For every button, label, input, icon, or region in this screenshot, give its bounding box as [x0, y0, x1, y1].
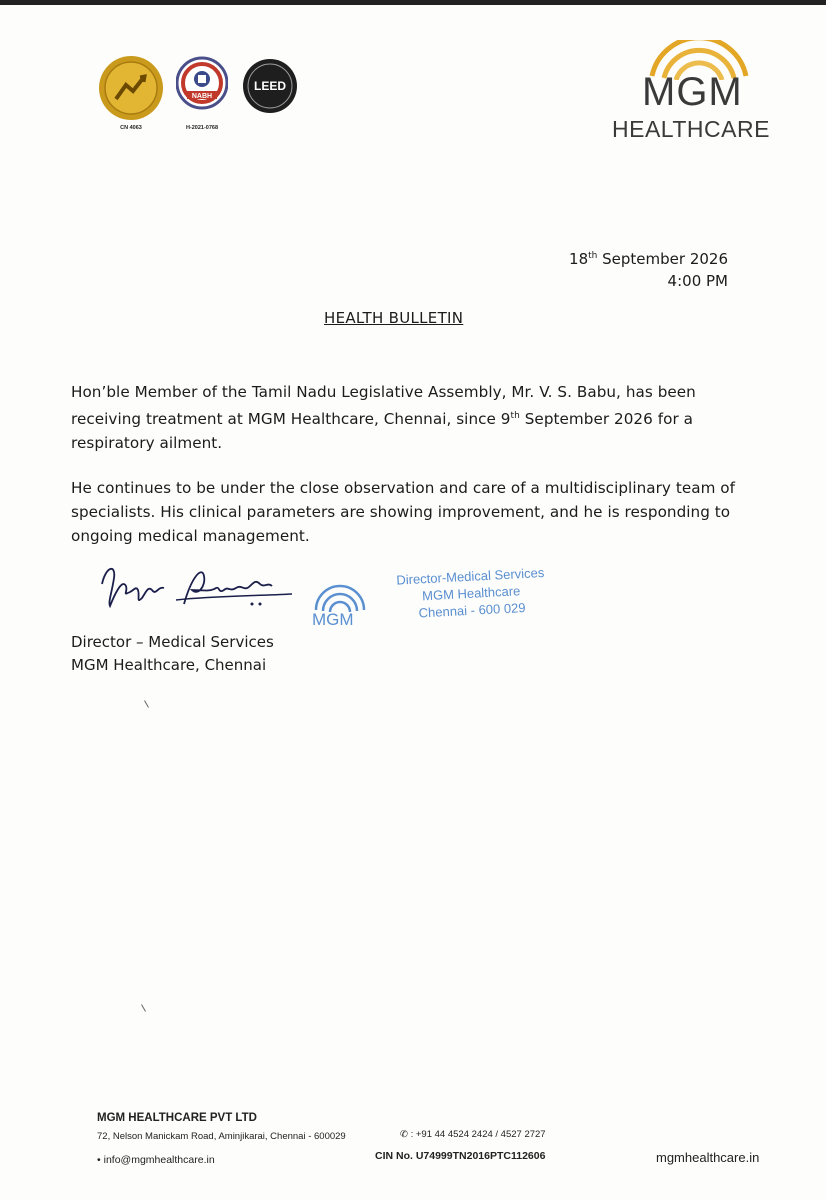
certification-badges — [92, 55, 322, 150]
footer-email: • info@mgmhealthcare.in — [97, 1154, 215, 1167]
leed-seal-text: LEED — [253, 79, 287, 93]
scan-mark — [144, 700, 149, 707]
footer-address: 72, Nelson Manickam Road, Aminjikarai, Chennai - 600029 — [97, 1131, 346, 1142]
stamp-text: Director-Medical Services MGM Healthcare Chennai - 600 029 — [395, 564, 545, 621]
signatory-role: Director – Medical Services — [71, 633, 274, 651]
stamp-arcs-icon — [312, 584, 368, 612]
official-stamp — [308, 564, 558, 640]
logo-healthcare-text: HEALTHCARE — [612, 116, 770, 142]
mgm-healthcare-logo — [608, 40, 788, 150]
footer-cin: CIN No. U74999TN2016PTC112606 — [375, 1150, 546, 1162]
signatory-org: MGM Healthcare, Chennai — [71, 656, 267, 674]
logo-mgm-text: MGM — [642, 70, 743, 114]
nabh-accreditation-seal-icon — [176, 55, 228, 115]
leed-platinum-seal-icon — [242, 58, 298, 114]
time-line: 4:00 PM — [667, 271, 728, 290]
paragraph-2: He continues to be under the close observation and care of a multidisciplinary team of specialists. His clinical parameters are showing improvement, and he is responding to ongoing medical management. — [71, 479, 736, 545]
document-title: HEALTH BULLETIN — [324, 309, 464, 327]
bullet-icon: • — [97, 1154, 101, 1167]
gold-certification-seal-icon — [98, 55, 164, 121]
letter-date — [569, 249, 728, 293]
badge-caption: H-2021-0768 — [185, 125, 219, 131]
svg-text:NABH: NABH — [191, 93, 213, 100]
footer-website: mgmhealthcare.in — [656, 1150, 760, 1165]
scan-mark — [141, 1004, 146, 1011]
stamp-mgm-text: MGM — [312, 610, 354, 629]
date-line: 18th September 2026 — [569, 250, 728, 268]
paragraph-1: Hon’ble Member of the Tamil Nadu Legislative Assembly, Mr. V. S. Babu, has been receiving treatment at MGM Healthcare, Chennai, since 9th September 2026 for a respiratory ailment. — [71, 383, 696, 453]
badge-caption: CN 4063 — [120, 125, 142, 131]
signatory-block — [71, 631, 274, 677]
footer-phone: ✆ : +91 44 4524 2424 / 4527 2727 — [400, 1129, 546, 1141]
top-edge-bar — [0, 0, 826, 5]
handwritten-signature — [92, 556, 302, 616]
footer-company-name: MGM HEALTHCARE PVT LTD — [97, 1112, 257, 1124]
phone-icon: ✆ — [400, 1129, 408, 1140]
